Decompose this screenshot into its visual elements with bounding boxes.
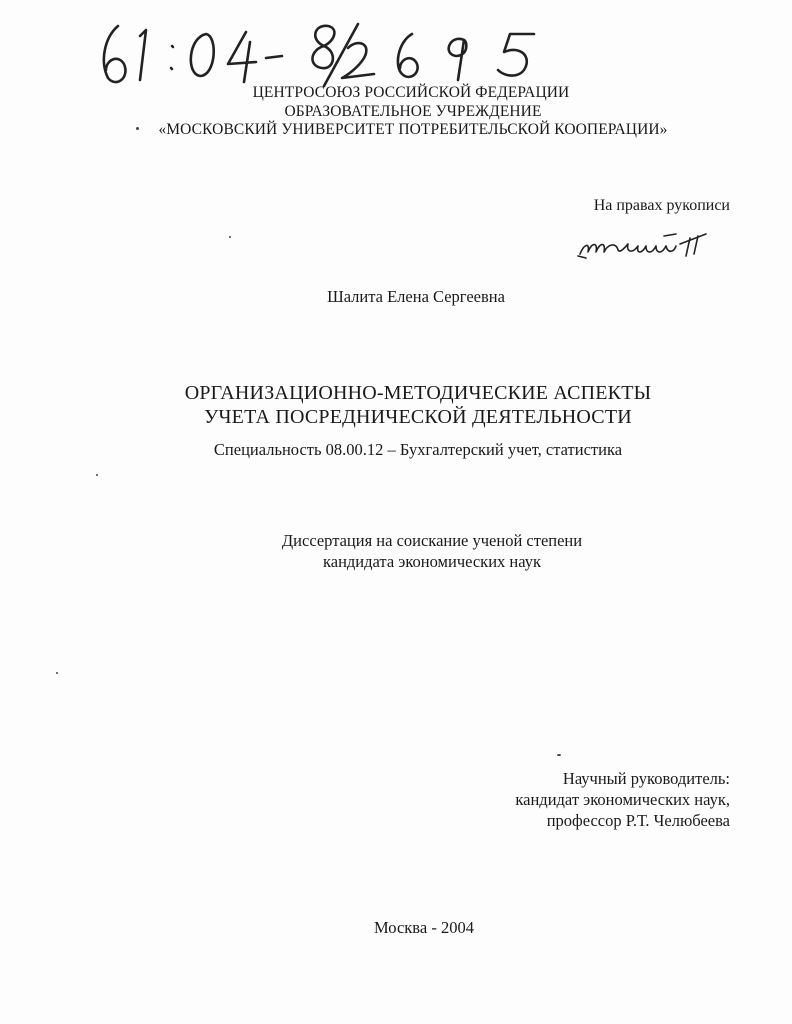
- supervisor-name: профессор Р.Т. Челюбеева: [546, 811, 730, 830]
- supervisor-block: [515, 768, 730, 831]
- dissertation-title: [0, 381, 792, 429]
- scan-speck: [557, 754, 561, 756]
- title-line-2: УЧЕТА ПОСРЕДНИЧЕСКОЙ ДЕЯТЕЛЬНОСТИ: [204, 406, 632, 428]
- scan-speck: [136, 127, 139, 130]
- supervisor-label: Научный руководитель:: [562, 769, 730, 788]
- scan-speck: [229, 236, 231, 238]
- scan-speck: [56, 672, 58, 674]
- archive-number-drawing: [96, 18, 556, 88]
- signature-drawing: [576, 226, 711, 260]
- organization-line-3: «МОСКОВСКИЙ УНИВЕРСИТЕТ ПОТРЕБИТЕЛЬСКОЙ КООПЕРАЦИИ»: [158, 121, 668, 138]
- title-line-1: ОРГАНИЗАЦИОННО-МЕТОДИЧЕСКИЕ АСПЕКТЫ: [184, 382, 652, 404]
- organization-line-2: ОБРАЗОВАТЕЛЬНОЕ УЧРЕЖДЕНИЕ: [284, 102, 542, 120]
- scan-speck: [96, 474, 98, 476]
- author-signature: [576, 226, 711, 260]
- degree-statement: [0, 530, 792, 572]
- author-name: Шалита Елена Сергеевна: [327, 287, 505, 306]
- supervisor-degree: кандидат экономических наук,: [515, 790, 730, 809]
- specialty-line: Специальность 08.00.12 – Бухгалтерский учет, статистика: [213, 440, 623, 459]
- archive-number-handwritten: [96, 18, 556, 88]
- organization-line-1: ЦЕНТРОСОЮЗ РОССИЙСКОЙ ФЕДЕРАЦИИ: [252, 84, 570, 101]
- city-year: Москва - 2004: [374, 918, 474, 937]
- degree-line-1: Диссертация на соискание ученой степени: [281, 531, 583, 550]
- rights-note: На правах рукописи: [593, 197, 730, 214]
- organization-header: [0, 84, 792, 140]
- degree-line-2: кандидата экономических наук: [322, 552, 541, 571]
